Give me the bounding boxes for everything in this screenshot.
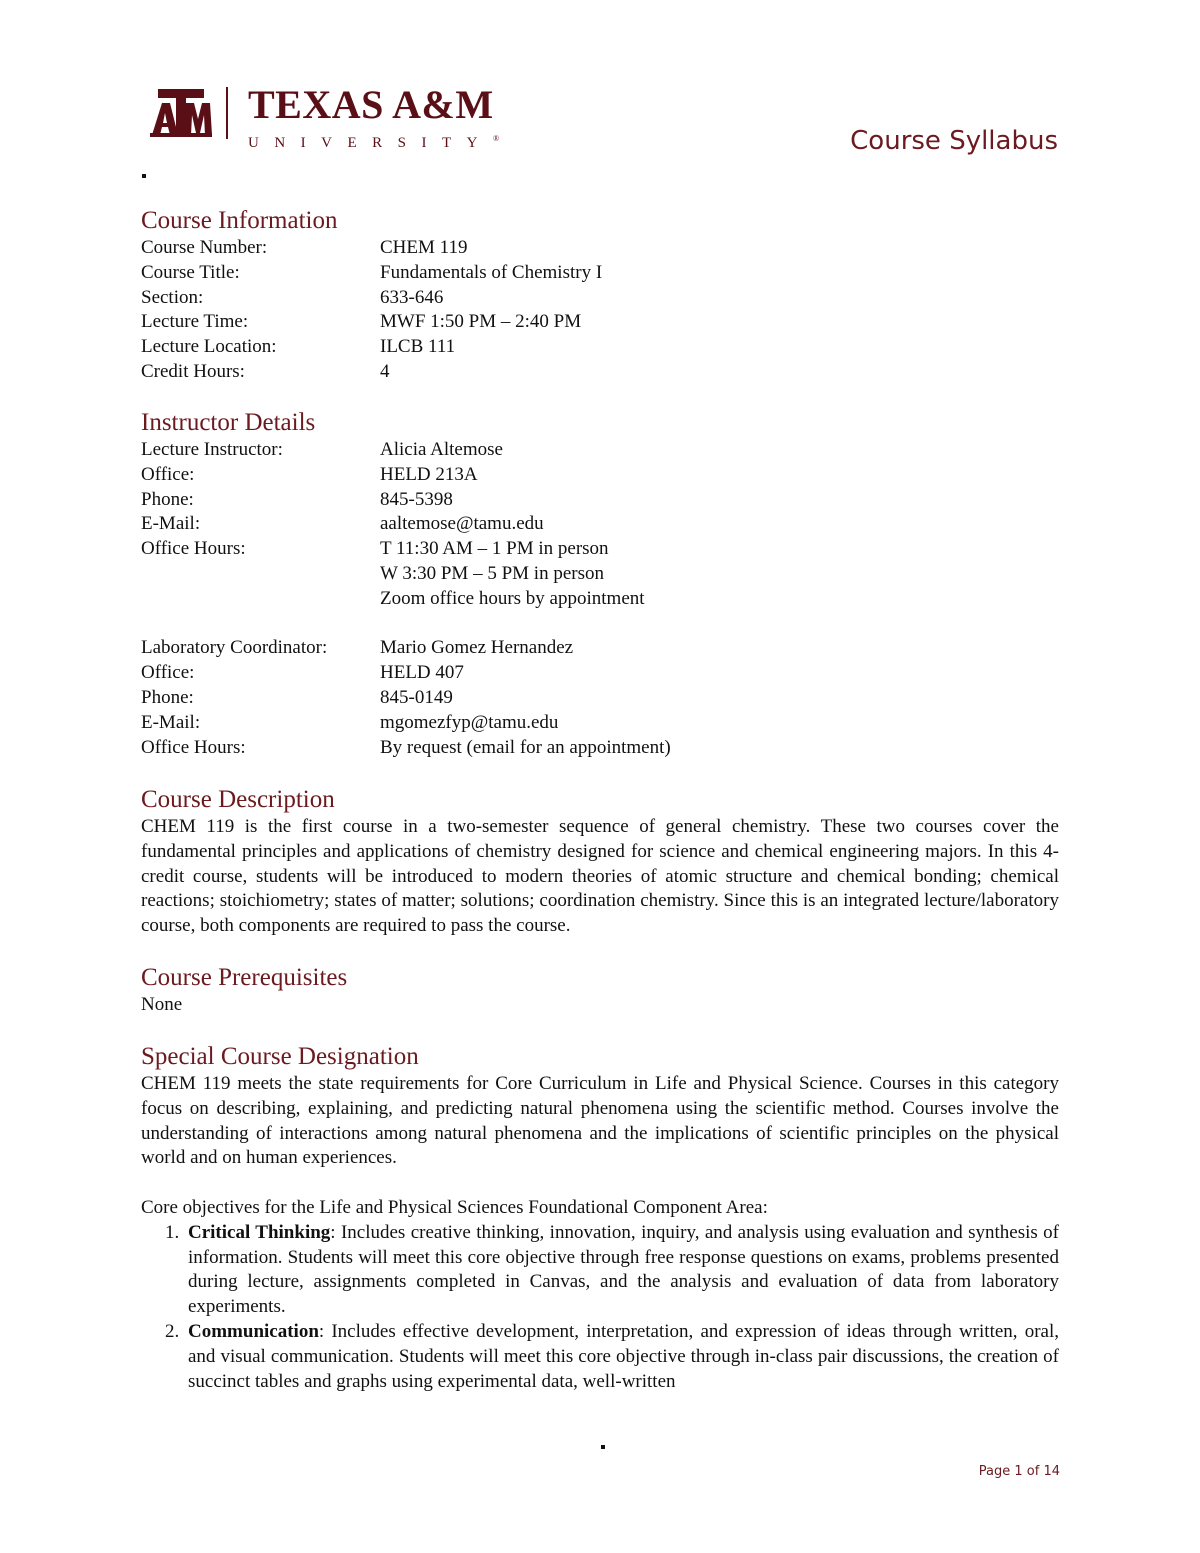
info-row xyxy=(141,463,1059,488)
info-row xyxy=(141,711,1059,736)
bullet-marker xyxy=(601,1445,605,1449)
info-value: MWF 1:50 PM – 2:40 PM xyxy=(380,311,582,333)
info-label: E-Mail: xyxy=(141,513,201,535)
info-label: Office: xyxy=(141,463,195,485)
info-value: ILCB 111 xyxy=(380,336,456,358)
document-title: Course Syllabus xyxy=(850,126,1058,156)
info-label xyxy=(141,587,380,612)
info-row xyxy=(141,537,1059,562)
objective-number: 2. xyxy=(165,1320,180,1342)
info-value: 845-5398 xyxy=(380,488,453,510)
info-label: Course Number: xyxy=(141,237,268,258)
objective-body xyxy=(188,1221,1059,1320)
info-row xyxy=(141,335,1059,360)
info-value: HELD 213A xyxy=(380,463,478,485)
logo-title: TEXAS A&M xyxy=(248,82,494,127)
prerequisites-text: None xyxy=(141,994,183,1015)
logo-subtitle: UNIVERSITY® xyxy=(248,134,500,151)
info-row xyxy=(141,512,1059,537)
info-row xyxy=(141,286,1059,311)
objective-title: Critical Thinking xyxy=(188,1221,331,1243)
course-description-text: CHEM 119 is the first course in a two-semester sequence of general chemistry. These two courses cover the fundamental principles and applications of chemistry designed for science and chemical engineering majors. In this 4-credit course, students will be introduced to modern theories of atomic structure and chemical bonding; chemical reactions; stoichiometry; states of matter; solutions; coordination chemistry. Since this is an integrated lecture/laboratory course, both components are required to pass the course. xyxy=(141,816,1059,937)
page-number: Page 1 of 14 xyxy=(978,1464,1060,1479)
objective-text: : Includes creative thinking, innovation, inquiry, and analysis using evaluation and synthesis of information. Students will meet this core objective through free response questions on exams, problems presented during lecture, assignments completed in Canvas, and the analysis and evaluation of data from laboratory experiments. xyxy=(188,1221,1060,1318)
info-label: Laboratory Coordinator: xyxy=(141,637,328,659)
info-label: Office Hours: xyxy=(141,538,246,560)
info-value: HELD 407 xyxy=(380,662,464,684)
info-value: Alicia Altemose xyxy=(380,439,503,460)
info-row xyxy=(141,636,1059,661)
info-value: T 11:30 AM – 1 PM in person xyxy=(380,538,609,560)
info-label: Lecture Instructor: xyxy=(141,439,283,460)
info-row xyxy=(141,310,1059,335)
section-heading: Special Course Designation xyxy=(141,1043,419,1070)
info-row xyxy=(141,236,1059,261)
info-row xyxy=(141,261,1059,286)
info-label: Course Title: xyxy=(141,261,240,283)
info-value: CHEM 119 xyxy=(380,237,468,258)
atm-logo-mark-icon xyxy=(150,85,212,139)
instructor-details-section xyxy=(141,408,1059,760)
course-description-section xyxy=(141,785,1059,939)
objective-title: Communication xyxy=(188,1320,319,1342)
info-value: 4 xyxy=(380,360,390,382)
info-label: Office Hours: xyxy=(141,736,246,758)
objective-number: 1. xyxy=(165,1221,180,1243)
info-label: Phone: xyxy=(141,686,194,708)
info-label: Phone: xyxy=(141,488,194,510)
logo-divider xyxy=(226,87,228,139)
info-label: Lecture Time: xyxy=(141,311,249,333)
info-row xyxy=(141,686,1059,711)
section-heading: Course Information xyxy=(141,207,338,234)
info-label: Office: xyxy=(141,662,195,684)
special-designation-section xyxy=(141,1042,1059,1394)
info-value: Fundamentals of Chemistry I xyxy=(380,261,603,283)
info-label: Lecture Location: xyxy=(141,336,277,358)
info-label xyxy=(141,562,380,587)
objective-item xyxy=(141,1221,1059,1320)
info-value: Mario Gomez Hernandez xyxy=(380,637,574,659)
section-heading: Course Prerequisites xyxy=(141,964,348,991)
objective-body xyxy=(188,1320,1059,1394)
course-prerequisites-section xyxy=(141,963,1059,1018)
info-label: Section: xyxy=(141,286,204,308)
objectives-intro: Core objectives for the Life and Physical Sciences Foundational Component Area: xyxy=(141,1196,768,1218)
info-row xyxy=(141,661,1059,686)
course-information-section xyxy=(141,206,1059,385)
info-value: 633-646 xyxy=(380,286,444,308)
info-row xyxy=(141,488,1059,513)
section-heading: Course Description xyxy=(141,786,335,813)
info-value: mgomezfyp@tamu.edu xyxy=(380,711,559,733)
info-value: aaltemose@tamu.edu xyxy=(380,513,544,535)
info-label: E-Mail: xyxy=(141,711,201,733)
info-value: W 3:30 PM – 5 PM in person xyxy=(380,562,604,584)
objectives-list xyxy=(141,1221,1059,1395)
info-value: 845-0149 xyxy=(380,686,453,708)
university-logo xyxy=(150,82,500,151)
info-value: By request (email for an appointment) xyxy=(380,736,671,758)
info-value: Zoom office hours by appointment xyxy=(380,587,645,609)
info-row xyxy=(141,360,1059,385)
special-designation-text: CHEM 119 meets the state requirements for Core Curriculum in Life and Physical Science. Courses in this category focus on describing, explaining, and predicting natural phenomena using the scientific method. Courses involve the understanding of interactions among natural phenomena and the implications of scientific principles on the physical world and on human experiences. xyxy=(141,1073,1059,1169)
info-row xyxy=(141,438,1059,463)
info-row xyxy=(141,736,1059,761)
bullet-marker xyxy=(142,174,146,178)
objective-text: : Includes effective development, interpretation, and expression of ideas through written, oral, and visual communication. Students will meet this core objective through in-class pair discussions, the creation of succinct tables and graphs using experimental data, well-written xyxy=(188,1320,1059,1392)
section-heading: Instructor Details xyxy=(141,409,316,436)
info-row xyxy=(141,562,1059,587)
info-row xyxy=(141,587,1059,612)
info-label: Credit Hours: xyxy=(141,360,245,382)
objective-item xyxy=(141,1320,1059,1394)
